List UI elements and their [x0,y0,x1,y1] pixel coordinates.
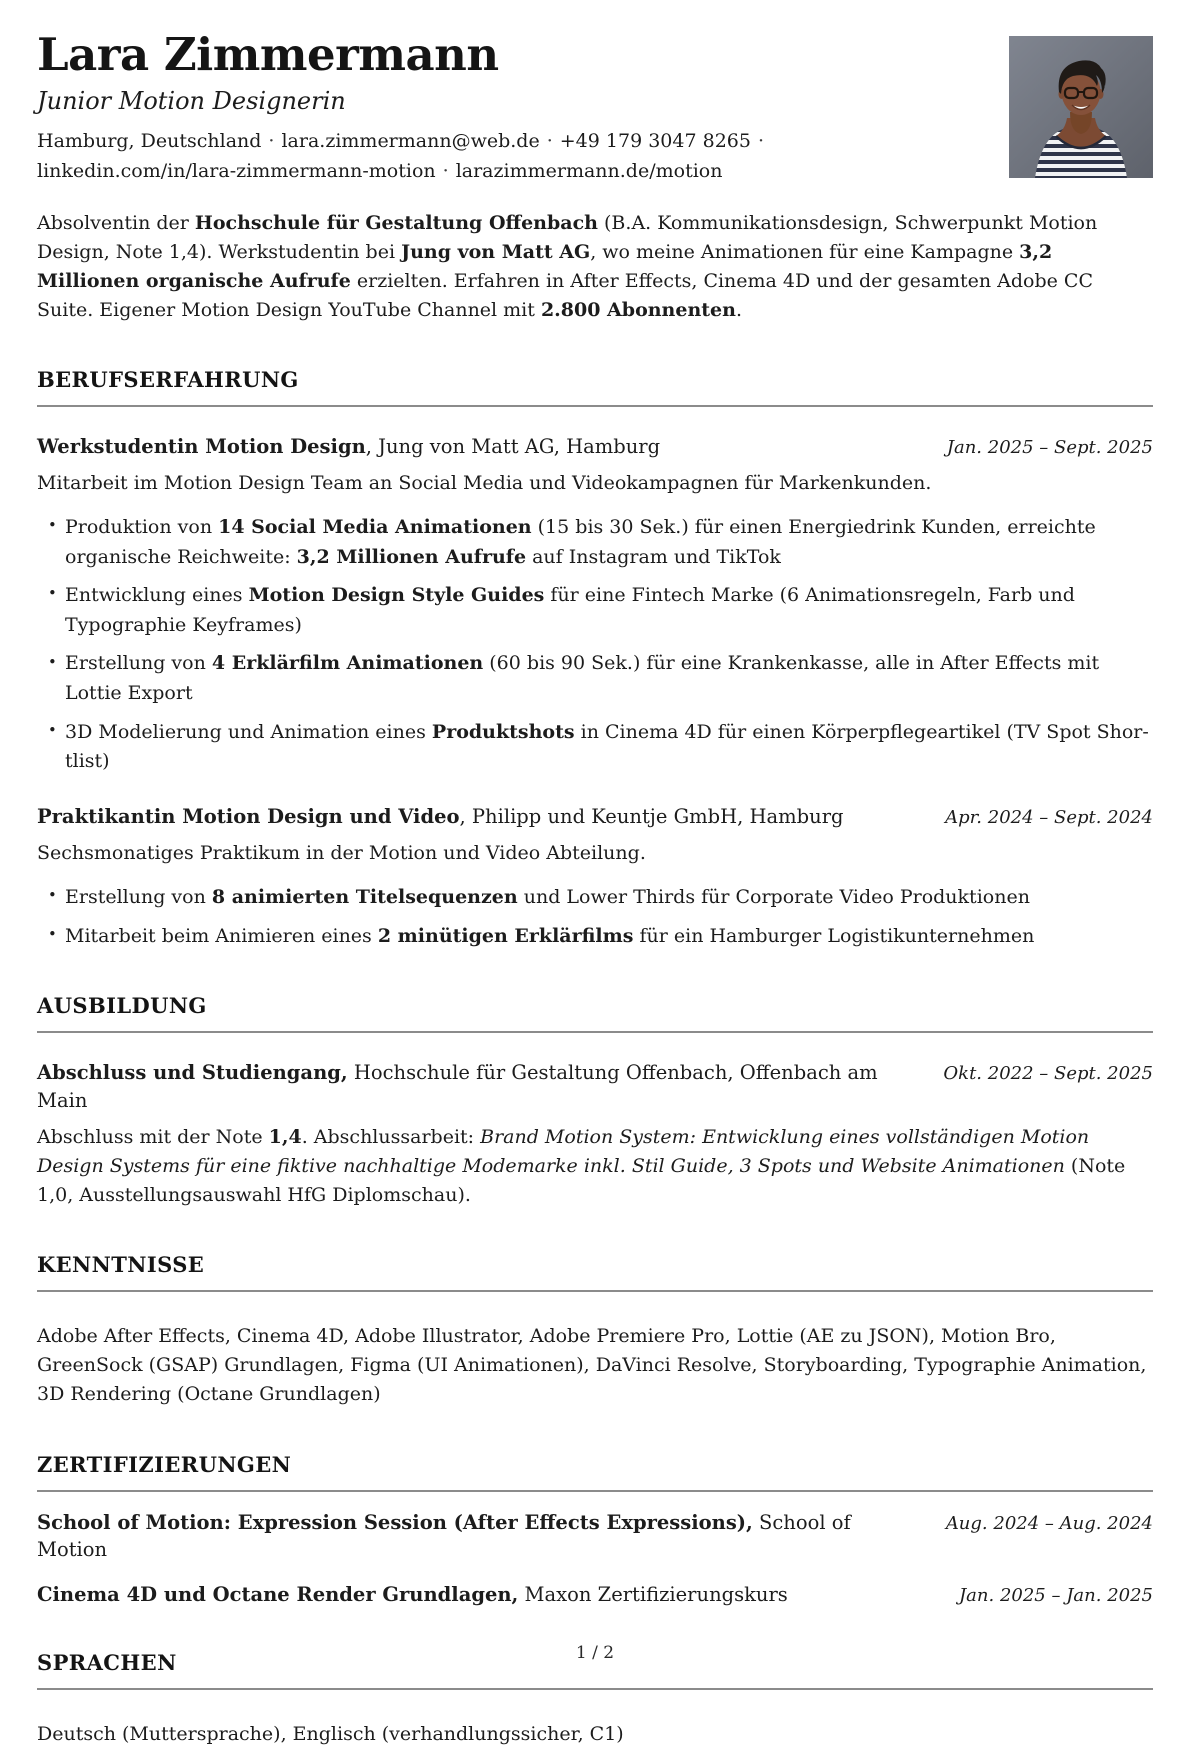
job-date: Apr. 2024 – Sept. 2024 [945,806,1153,828]
separator-dot: · [268,129,275,152]
section-skills [37,1252,1153,1410]
contact-linkedin[interactable]: linkedin.com/in/lara-zimmermann-motion [37,159,436,182]
contact-website[interactable]: larazimmermann.de/motion [455,159,723,182]
job-title: Junior Motion Designerin [37,86,346,115]
section-heading-experience: BERUFSERFAHRUNG [37,367,1153,407]
languages-text: Deutsch (Muttersprache), Englisch (verhandlungssicher, C1) [37,1722,624,1745]
job-bullet: • Mitarbeit beim Animieren eines 2 minütigen Erklärfilms für ein Hamburger Logistikunternehmen [65,922,1153,952]
separator-dot: · [757,129,764,152]
job-bullet: • Entwicklung eines Motion Design Style Guides für eine Fintech Marke (6 Animationsregeln, Farb und Typographie Keyframes) [65,581,1153,640]
separator-dot: · [442,159,449,182]
person-name: Lara Zimmermann [37,28,499,81]
job-bullet: • Erstellung von 8 animierten Titelsequenzen und Lower Thirds für Corporate Video Produktionen [65,883,1153,913]
job-bullet-list [37,513,1153,777]
section-languages [37,1650,1153,1749]
skills-text: Adobe After Effects, Cinema 4D, Adobe Illustrator, Adobe Premiere Pro, Lottie (AE zu JSON), Motion Bro, GreenSock (GSAP) Grundlagen, Figma (UI Animationen), DaVinci Resolve, Storyboarding, Typographie Animation, 3D Rendering (Octane Grundlagen) [37,1324,1147,1406]
job-bullet: • Erstellung von 4 Erklärfilm Animationen (60 bis 90 Sek.) für eine Krankenkasse, alle in After Effects mit Lottie Export [65,649,1153,708]
section-certifications [37,1452,1153,1608]
education-title-line: Abschluss und Studiengang, Hochschule für Gestaltung Offenbach, Offenbach am Main [37,1061,878,1112]
section-experience [37,367,1153,952]
job-title-line: Praktikantin Motion Design und Video, Philipp und Keuntje GmbH, Hamburg [37,804,844,828]
job-summary: Mitarbeit im Motion Design Team an Social Media und Videokampagnen für Markenkunden. [37,472,932,495]
separator-dot: · [546,129,553,152]
contact-block [37,126,1009,187]
contact-phone[interactable]: +49 179 3047 8265 [559,129,751,152]
page-number: 1 / 2 [575,1643,615,1663]
job-summary: Sechsmonatiges Praktikum in der Motion und Video Abteilung. [37,842,646,865]
contact-line-2 [37,156,1009,186]
section-heading-languages: SPRACHEN [37,1650,1153,1690]
certification-title-line: Cinema 4D und Octane Render Grundlagen, Maxon Zertifizierungskurs [37,1582,788,1606]
experience-entry [37,433,1153,777]
header [37,30,1153,186]
job-date: Jan. 2025 – Sept. 2025 [946,436,1153,458]
profile-summary: Absolventin der Hochschule für Gestaltung Offenbach (B.A. Kommunikationsdesign, Schwerpunkt Motion Design, Note 1,4). Werkstudentin bei Jung von Matt AG, wo meine Animationen für eine Kampagne 3,2 Millionen organische Aufrufe erzielten. Erfahren in After Effects, Cinema 4D und der gesamten Adobe CC Suite. Eigener Motion Design YouTube Channel mit 2.800 Abonnenten. [37,212,1098,321]
contact-line-1 [37,126,1009,156]
certification-title-line: School of Motion: Expression Session (After Effects Expressions), School of Motion [37,1510,851,1562]
contact-location: Hamburg, Deutschland [37,129,262,152]
job-bullet: • 3D Modelierung und Animation eines Produktshots in Cinema 4D für einen Körperpflegeartikel (TV Spot Shortlist) [65,718,1153,777]
education-date: Okt. 2022 – Sept. 2025 [943,1063,1153,1085]
certification-date: Aug. 2024 – Aug. 2024 [945,1512,1153,1534]
section-heading-skills: KENNTNISSE [37,1252,1153,1292]
section-education [37,993,1153,1209]
certification-entry [37,1509,1153,1564]
section-heading-education: AUSBILDUNG [37,993,1153,1033]
job-bullet: • Produktion von 14 Social Media Animationen (15 bis 30 Sek.) für einen Energiedrink Kunden, erreichte organische Reichweite: 3,2 Millionen Aufrufe auf Instagram und TikTok [65,513,1153,572]
education-description: Abschluss mit der Note 1,4. Abschlussarbeit: Brand Motion System: Entwicklung eines vollständigen Motion Design Systems für eine fiktive nachhaltige Modemarke inkl. Stil Guide, 3 Spots und Website Animationen (Note 1,0, Ausstellungsauswahl HfG Diplomschau). [37,1125,1126,1206]
certification-date: Jan. 2025 – Jan. 2025 [958,1584,1153,1606]
education-entry [37,1059,1153,1209]
section-heading-certifications: ZERTIFIZIERUNGEN [37,1452,1153,1492]
contact-email[interactable]: lara.zimmermann@web.de [281,129,540,152]
profile-photo [1009,36,1153,178]
experience-entry [37,803,1153,951]
job-title-line: Werkstudentin Motion Design, Jung von Matt AG, Hamburg [37,434,661,458]
certification-entry [37,1581,1153,1608]
job-bullet-list [37,883,1153,951]
